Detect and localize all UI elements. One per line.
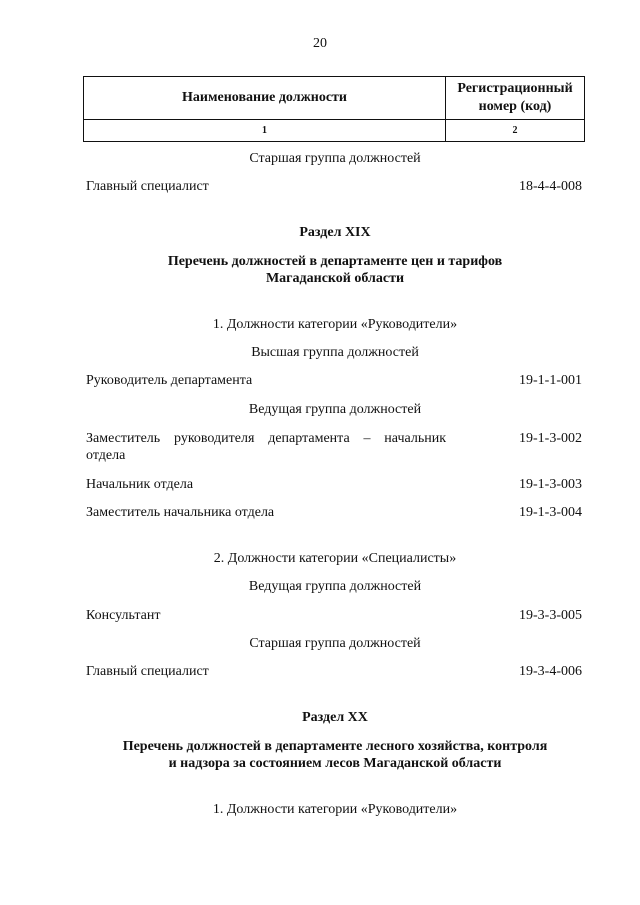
group-heading-lead: Ведущая группа должностей	[248, 579, 422, 594]
position-name: Руководитель департамента	[86, 373, 253, 388]
group-heading-lead: Ведущая группа должностей	[248, 402, 422, 417]
column-header-position-name: Наименование должности	[84, 77, 446, 120]
section-title-xix: Раздел XIX	[299, 225, 371, 240]
section-subtitle-xix-line2: Магаданской области	[265, 271, 405, 286]
positions-table-header	[83, 76, 585, 142]
position-code: 19-3-3-005	[519, 608, 582, 623]
position-code: 19-1-1-001	[519, 373, 582, 388]
section-subtitle-xx-line2: и надзора за состоянием лесов Магаданской области	[168, 756, 502, 771]
section-title-xx: Раздел XX	[302, 710, 368, 725]
position-code: 19-1-3-002	[519, 431, 582, 446]
category-heading-specialists: 2. Должности категории «Специалисты»	[213, 551, 457, 566]
group-heading-high: Высшая группа должностей	[251, 345, 419, 360]
column-header-code-line1: Регистрационный	[457, 81, 573, 96]
group-heading-senior: Старшая группа должностей	[249, 636, 421, 651]
section-subtitle-xix-line1: Перечень должностей в департаменте цен и тарифов	[167, 254, 503, 269]
category-heading-managers: 1. Должности категории «Руководители»	[212, 317, 458, 332]
column-number-1: 1	[84, 120, 446, 142]
position-name: Заместитель начальника отдела	[86, 505, 275, 520]
position-name-continuation: отдела	[86, 448, 126, 463]
group-heading-senior: Старшая группа должностей	[249, 151, 421, 166]
page-number: 20	[313, 36, 327, 51]
position-name: Консультант	[86, 608, 161, 623]
position-name: Главный специалист	[86, 664, 209, 679]
position-code: 19-3-4-006	[519, 664, 582, 679]
position-code: 19-1-3-004	[519, 505, 582, 520]
column-header-registration-code	[446, 77, 585, 120]
category-heading-managers: 1. Должности категории «Руководители»	[212, 802, 458, 817]
position-name: Начальник отдела	[86, 477, 194, 492]
position-code: 18-4-4-008	[519, 179, 582, 194]
column-header-code-line2: номер (код)	[478, 99, 552, 114]
column-number-2: 2	[446, 120, 585, 142]
position-name: Главный специалист	[86, 179, 209, 194]
position-name: Заместитель руководителя департамента – начальник	[86, 431, 446, 446]
position-code: 19-1-3-003	[519, 477, 582, 492]
section-subtitle-xx-line1: Перечень должностей в департаменте лесного хозяйства, контроля	[122, 739, 548, 754]
